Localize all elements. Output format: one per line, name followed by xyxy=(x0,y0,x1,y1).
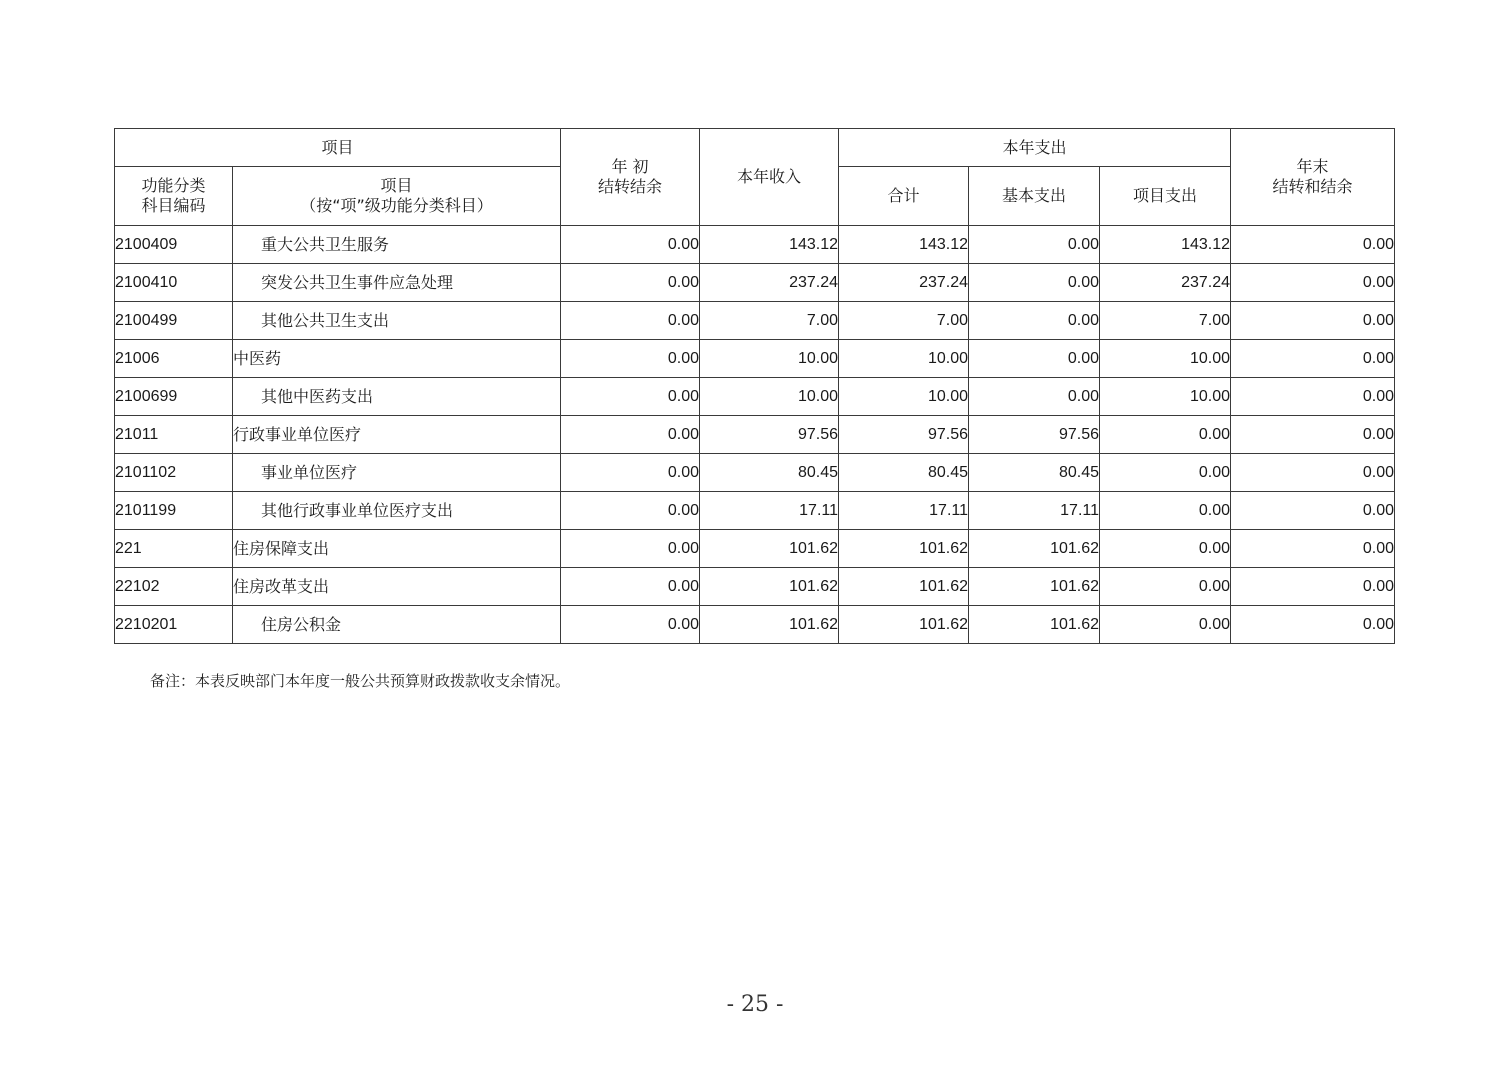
cell-closing: 0.00 xyxy=(1231,568,1395,606)
cell-basic: 17.11 xyxy=(969,492,1100,530)
cell-name: 重大公共卫生服务 xyxy=(233,226,561,264)
header-income: 本年收入 xyxy=(700,129,839,226)
cell-income: 237.24 xyxy=(700,264,839,302)
cell-total: 10.00 xyxy=(839,340,969,378)
cell-closing: 0.00 xyxy=(1231,454,1395,492)
cell-name: 住房改革支出 xyxy=(233,568,561,606)
cell-total: 7.00 xyxy=(839,302,969,340)
table-row xyxy=(115,568,1395,606)
cell-code: 2100410 xyxy=(115,264,233,302)
cell-total: 237.24 xyxy=(839,264,969,302)
cell-total: 101.62 xyxy=(839,606,969,644)
cell-opening: 0.00 xyxy=(561,340,700,378)
cell-code: 21011 xyxy=(115,416,233,454)
cell-opening: 0.00 xyxy=(561,454,700,492)
cell-opening: 0.00 xyxy=(561,606,700,644)
table-row xyxy=(115,530,1395,568)
cell-income: 101.62 xyxy=(700,606,839,644)
cell-basic: 0.00 xyxy=(969,378,1100,416)
cell-closing: 0.00 xyxy=(1231,416,1395,454)
cell-basic: 101.62 xyxy=(969,606,1100,644)
cell-project: 143.12 xyxy=(1100,226,1231,264)
table-row xyxy=(115,378,1395,416)
header-closing-line-1: 年末 xyxy=(1296,157,1329,176)
cell-code: 2210201 xyxy=(115,606,233,644)
cell-income: 80.45 xyxy=(700,454,839,492)
cell-name: 其他中医药支出 xyxy=(233,378,561,416)
table-row xyxy=(115,226,1395,264)
table-row xyxy=(115,340,1395,378)
budget-table xyxy=(114,128,1395,644)
table-row xyxy=(115,264,1395,302)
cell-income: 10.00 xyxy=(700,340,839,378)
cell-income: 97.56 xyxy=(700,416,839,454)
table-body xyxy=(115,226,1395,644)
header-name xyxy=(233,167,561,226)
header-name-line-2: （按“项”级功能分类科目） xyxy=(300,196,493,215)
cell-opening: 0.00 xyxy=(561,530,700,568)
header-opening-line-1: 年 初 xyxy=(611,157,649,176)
cell-basic: 80.45 xyxy=(969,454,1100,492)
header-name-line-1: 项目 xyxy=(380,176,413,195)
cell-opening: 0.00 xyxy=(561,302,700,340)
cell-closing: 0.00 xyxy=(1231,302,1395,340)
header-closing-balance xyxy=(1231,129,1395,226)
cell-name: 行政事业单位医疗 xyxy=(233,416,561,454)
page-number: - 25 - xyxy=(726,992,784,1017)
cell-total: 143.12 xyxy=(839,226,969,264)
cell-code: 2100499 xyxy=(115,302,233,340)
cell-basic: 0.00 xyxy=(969,340,1100,378)
cell-name: 突发公共卫生事件应急处理 xyxy=(233,264,561,302)
cell-code: 2100409 xyxy=(115,226,233,264)
header-opening-balance xyxy=(561,129,700,226)
cell-name: 其他行政事业单位医疗支出 xyxy=(233,492,561,530)
cell-opening: 0.00 xyxy=(561,568,700,606)
cell-project: 237.24 xyxy=(1100,264,1231,302)
cell-opening: 0.00 xyxy=(561,492,700,530)
table-note: 备注：本表反映部门本年度一般公共预算财政拨款收支余情况。 xyxy=(150,672,571,690)
cell-opening: 0.00 xyxy=(561,226,700,264)
header-opening-line-2: 结转结余 xyxy=(598,177,663,196)
cell-project: 10.00 xyxy=(1100,340,1231,378)
cell-code: 2101102 xyxy=(115,454,233,492)
cell-project: 0.00 xyxy=(1100,416,1231,454)
table-row xyxy=(115,416,1395,454)
cell-closing: 0.00 xyxy=(1231,378,1395,416)
header-basic-expense: 基本支出 xyxy=(969,167,1100,226)
cell-closing: 0.00 xyxy=(1231,606,1395,644)
cell-project: 7.00 xyxy=(1100,302,1231,340)
cell-opening: 0.00 xyxy=(561,416,700,454)
cell-project: 0.00 xyxy=(1100,606,1231,644)
header-expense-group: 本年支出 xyxy=(839,129,1231,167)
cell-closing: 0.00 xyxy=(1231,530,1395,568)
cell-basic: 97.56 xyxy=(969,416,1100,454)
cell-closing: 0.00 xyxy=(1231,492,1395,530)
header-project-expense: 项目支出 xyxy=(1100,167,1231,226)
cell-name: 事业单位医疗 xyxy=(233,454,561,492)
cell-income: 7.00 xyxy=(700,302,839,340)
cell-income: 10.00 xyxy=(700,378,839,416)
cell-income: 101.62 xyxy=(700,568,839,606)
cell-closing: 0.00 xyxy=(1231,226,1395,264)
cell-project: 10.00 xyxy=(1100,378,1231,416)
cell-code: 221 xyxy=(115,530,233,568)
cell-closing: 0.00 xyxy=(1231,340,1395,378)
budget-table-container xyxy=(114,128,1394,644)
header-code xyxy=(115,167,233,226)
cell-code: 2101199 xyxy=(115,492,233,530)
cell-total: 80.45 xyxy=(839,454,969,492)
table-row xyxy=(115,302,1395,340)
cell-opening: 0.00 xyxy=(561,378,700,416)
table-row xyxy=(115,454,1395,492)
header-code-line-1: 功能分类 xyxy=(141,176,206,195)
cell-total: 101.62 xyxy=(839,568,969,606)
cell-total: 97.56 xyxy=(839,416,969,454)
cell-name: 住房公积金 xyxy=(233,606,561,644)
cell-name: 其他公共卫生支出 xyxy=(233,302,561,340)
cell-basic: 0.00 xyxy=(969,302,1100,340)
header-code-line-2: 科目编码 xyxy=(141,196,206,215)
header-closing-line-2: 结转和结余 xyxy=(1272,177,1353,196)
cell-basic: 101.62 xyxy=(969,530,1100,568)
cell-name: 住房保障支出 xyxy=(233,530,561,568)
cell-total: 101.62 xyxy=(839,530,969,568)
cell-code: 2100699 xyxy=(115,378,233,416)
header-total: 合计 xyxy=(839,167,969,226)
table-row xyxy=(115,606,1395,644)
cell-income: 101.62 xyxy=(700,530,839,568)
cell-basic: 0.00 xyxy=(969,264,1100,302)
header-row-1 xyxy=(115,129,1395,167)
table-row xyxy=(115,492,1395,530)
cell-name: 中医药 xyxy=(233,340,561,378)
cell-project: 0.00 xyxy=(1100,568,1231,606)
cell-basic: 0.00 xyxy=(969,226,1100,264)
cell-total: 10.00 xyxy=(839,378,969,416)
cell-total: 17.11 xyxy=(839,492,969,530)
cell-code: 21006 xyxy=(115,340,233,378)
cell-income: 17.11 xyxy=(700,492,839,530)
cell-code: 22102 xyxy=(115,568,233,606)
cell-project: 0.00 xyxy=(1100,530,1231,568)
cell-project: 0.00 xyxy=(1100,492,1231,530)
cell-basic: 101.62 xyxy=(969,568,1100,606)
cell-income: 143.12 xyxy=(700,226,839,264)
header-project-group: 项目 xyxy=(115,129,561,167)
cell-opening: 0.00 xyxy=(561,264,700,302)
cell-closing: 0.00 xyxy=(1231,264,1395,302)
cell-project: 0.00 xyxy=(1100,454,1231,492)
